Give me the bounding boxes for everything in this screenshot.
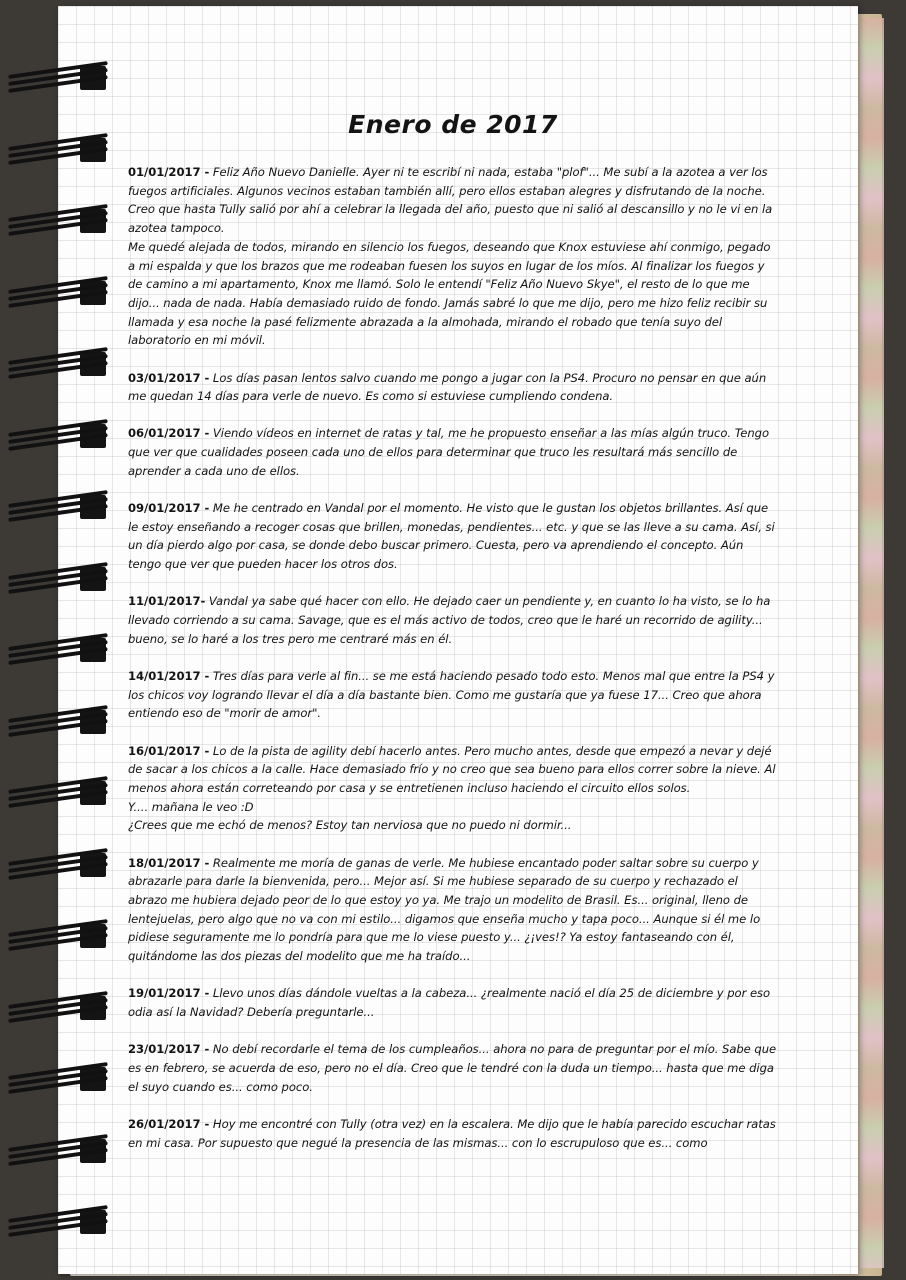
entry-date: 11/01/2017- [128, 594, 206, 609]
entry-date: 18/01/2017 - [128, 855, 210, 870]
spiral-ring [8, 632, 104, 666]
entry-paragraph [128, 1115, 778, 1152]
diary-entry [128, 1115, 778, 1152]
entry-text: Lo de la pista de agility debí hacerlo antes. Pero mucho antes, desde que empezó a nevar y dejé de sacar a los chicos a la calle. Hace demasiado frío y no creo que sea bueno para ellos correr sobre la nieve. Al menos ahora están correteando por casa y se entretienen incluso haciendo el circuito ellos solos. [128, 743, 776, 795]
entry-text: Viendo vídeos en internet de ratas y tal, me he propuesto enseñar a las mías algún truco. Tengo que ver que cualidades poseen cada uno de ellos para determinar que truco les resultará más sencillo de aprender a cada uno de ellos. [128, 426, 770, 478]
entry-date: 23/01/2017 - [128, 1042, 210, 1057]
spiral-ring [8, 346, 104, 380]
spiral-ring [8, 1061, 104, 1095]
entry-text: Hoy me encontré con Tully (otra vez) en la escalera. Me dijo que le había parecido escuchar ratas en mi casa. Por supuesto que negué la presencia de las mismas... con lo escrupuloso que es... como [128, 1116, 776, 1150]
entry-date: 03/01/2017 - [128, 370, 210, 385]
entry-paragraph [128, 238, 778, 350]
entry-paragraph [128, 667, 778, 723]
spiral-ring [8, 418, 104, 452]
entry-paragraph [128, 742, 778, 798]
entry-text: Feliz Año Nuevo Danielle. Ayer ni te escribí ni nada, estaba "plof"... Me subí a la azotea a ver los fuegos artificiales. Algunos vecinos estaban también allí, pero ellos estaban alegres y disfrutando de la noche. Creo que hasta Tully salió por ahí a celebrar la llegada del año, puesto que ni salió al descansillo y no le vi en la azotea tampoco. [128, 165, 773, 236]
diary-entry [128, 163, 778, 350]
entry-text: Llevo unos días dándole vueltas a la cabeza... ¿realmente nació el día 25 de diciembre y por eso odia así la Navidad? Debería preguntarle... [128, 986, 771, 1020]
entry-paragraph [128, 499, 778, 574]
entry-text: Realmente me moría de ganas de verle. Me hubiese encantado poder saltar sobre su cuerpo y abrazarle para darle la bienvenida, pero... Mejor así. Si me hubiese separado de su cuerpo y rechazado el abrazo me hubiera dejado peor de lo que estoy yo ya. Me trajo un modelito de Brasil. Es... original, lleno de lentejuelas, pero algo que no va con mi estilo... digamos que enseña mucho y tapa poco... Aunque si él me lo pidiese seguramente me lo pondría para que me lo viese puesto y... ¿¡ves!? Ya estoy fantaseando con él, quitándome las dos piezas del modelito que me ha traído... [128, 855, 761, 964]
entry-date: 06/01/2017 - [128, 426, 210, 441]
diary-entry [128, 1040, 778, 1096]
entry-text: ¿Crees que me echó de menos? Estoy tan nerviosa que no puedo ni dormir... [128, 818, 572, 833]
entry-text: Tres días para verle al fin... se me está haciendo pesado todo esto. Menos mal que entre la PS4 y los chicos voy logrando llevar el día a día bastante bien. Como me gustaría que ya fuese 17... Creo que ahora entiendo eso de "morir de amor". [128, 668, 775, 721]
diary-entry [128, 667, 778, 723]
entry-date: 26/01/2017 - [128, 1116, 210, 1131]
spiral-ring [8, 489, 104, 523]
entry-text: Y.... mañana le veo :D [128, 799, 254, 814]
diary-entry [128, 984, 778, 1021]
spiral-ring [8, 203, 104, 237]
entry-date: 14/01/2017 - [128, 668, 210, 683]
entry-paragraph [128, 854, 778, 966]
diary-content [128, 110, 778, 1171]
entry-paragraph [128, 592, 778, 648]
entry-paragraph [128, 369, 778, 406]
entry-text: Me quedé alejada de todos, mirando en silencio los fuegos, deseando que Knox estuviese ahí conmigo, pegado a mi espalda y que los brazos que me rodeaban fuesen los suyos en lugar de los míos. Al finalizar los fuegos y de camino a mi apartamento, Knox me llamó. Solo le entendí "Feliz Año Nuevo Skye", el resto de lo que me dijo... nada de nada. Había demasiado ruido de fondo. Jamás sabré lo que me dijo, pero me hizo feliz recibir su llamada y esa noche la pasé felizmente abrazada a la almohada, mirando el robado que tenía suyo del laboratorio en mi móvil. [128, 239, 771, 348]
entry-paragraph [128, 1040, 778, 1096]
spiral-ring [8, 561, 104, 595]
entry-date: 16/01/2017 - [128, 743, 210, 758]
spiral-binding [0, 0, 110, 1280]
entry-text: Los días pasan lentos salvo cuando me pongo a jugar con la PS4. Procuro no pensar en que aún me quedan 14 días para verle de nuevo. Es como si estuviese cumpliendo condena. [128, 370, 767, 404]
entry-date: 19/01/2017 - [128, 986, 210, 1001]
diary-entry [128, 499, 778, 574]
entry-text: Me he centrado en Vandal por el momento. He visto que le gustan los objetos brillantes. Así que le estoy enseñando a recoger cosas que brillen, monedas, pendientes... etc. y que se las lleve a su cama. Así, si un día pierdo algo por casa, se donde debo buscar primero. Cuesta, pero va aprendiendo el concepto. Aún tengo que ver que pueden hacer los otros dos. [128, 501, 775, 572]
spiral-ring [8, 60, 104, 94]
entry-date: 09/01/2017 - [128, 501, 210, 516]
entry-paragraph [128, 816, 778, 835]
spiral-ring [8, 1204, 104, 1238]
diary-entry [128, 424, 778, 480]
entry-paragraph [128, 984, 778, 1021]
spiral-ring [8, 990, 104, 1024]
diary-entry [128, 854, 778, 966]
spiral-ring [8, 918, 104, 952]
entry-date: 01/01/2017 - [128, 165, 210, 179]
diary-entry [128, 742, 778, 836]
entry-text: Vandal ya sabe qué hacer con ello. He dejado caer un pendiente y, en cuanto lo ha visto, se lo ha llevado corriendo a su cama. Savage, que es el más activo de todos, creo que le haré un recorrido de agility... bueno, se lo haré a los tres pero me centraré más en él. [128, 594, 771, 646]
spiral-ring [8, 132, 104, 166]
entry-paragraph [128, 163, 778, 238]
diary-entry [128, 592, 778, 648]
spiral-ring [8, 1133, 104, 1167]
page-edges [860, 18, 884, 1268]
page-title: Enero de 2017 [348, 110, 558, 139]
spiral-ring [8, 275, 104, 309]
diary-entries [128, 163, 778, 1152]
diary-entry [128, 369, 778, 406]
spiral-ring [8, 704, 104, 738]
entry-text: No debí recordarle el tema de los cumpleaños... ahora no para de preguntar por el mío. Sabe que es en febrero, se acuerda de eso, pero no el día. Creo que le tendré con la duda un tiempo... hasta que me diga el suyo cuando es... como poco. [128, 1042, 777, 1094]
spiral-ring [8, 847, 104, 881]
entry-paragraph [128, 798, 778, 817]
spiral-ring [8, 775, 104, 809]
entry-paragraph [128, 424, 778, 480]
